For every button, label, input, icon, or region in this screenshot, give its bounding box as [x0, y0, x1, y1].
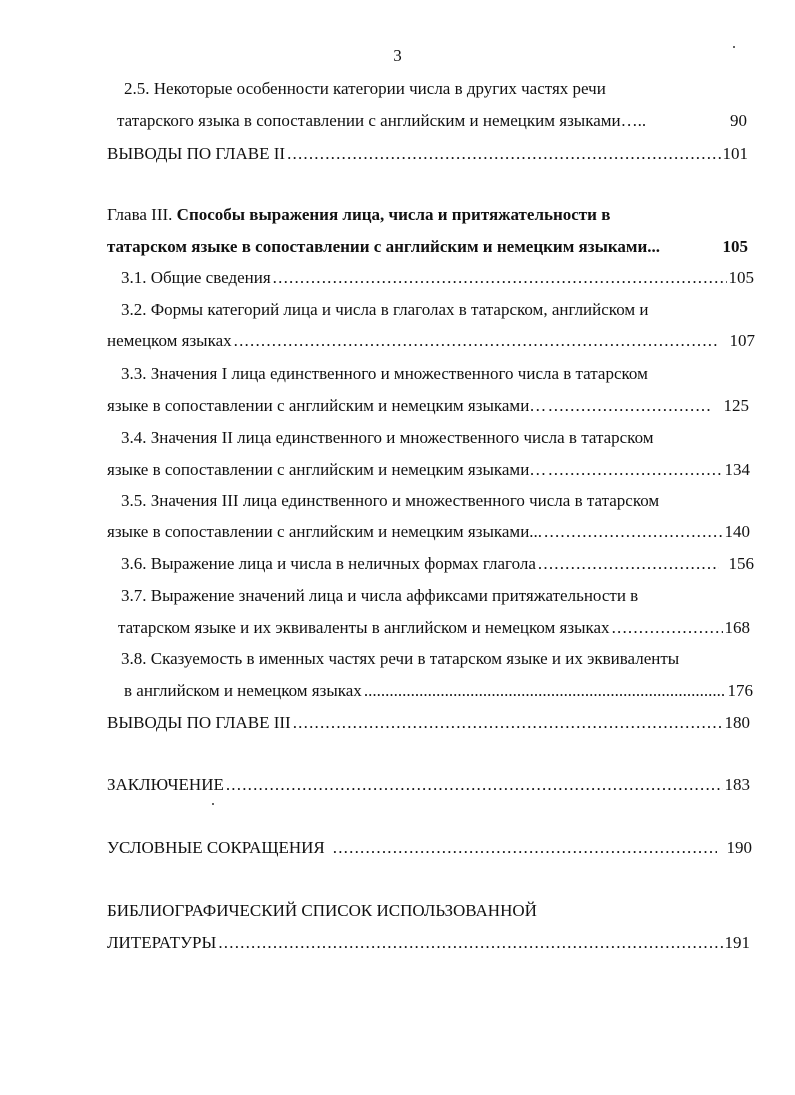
toc-3-1-label: 3.1. Общие сведения — [121, 268, 271, 287]
toc-3-3-page: 125 — [723, 396, 749, 415]
toc-conclusion-label: ЗАКЛЮЧЕНИЕ — [107, 775, 224, 794]
toc-2-5-entry — [117, 110, 747, 132]
leader-dots — [538, 553, 719, 575]
leader-dots — [234, 330, 718, 352]
toc-3-7-line2: татарском языке и их эквиваленты в английском и немецком языках — [118, 618, 610, 637]
toc-3-2-page: 107 — [729, 331, 755, 350]
page-number: 3 — [393, 46, 402, 65]
toc-2-5-page: 90 — [730, 111, 747, 130]
toc-3-1-entry — [121, 267, 754, 289]
toc-abbreviations — [107, 837, 752, 859]
leader-dots — [364, 680, 726, 702]
leader-dots — [226, 774, 723, 796]
leader-dots — [612, 617, 723, 639]
toc-3-2-entry — [107, 330, 755, 352]
toc-3-3-line2: языке в сопоставлении с английским и немецким языками… — [107, 396, 547, 415]
toc-abbreviations-page: 190 — [726, 838, 752, 857]
leader-dots — [218, 932, 722, 954]
scan-speck — [212, 803, 214, 805]
toc-3-8-entry — [124, 680, 753, 702]
toc-3-7-entry — [118, 617, 750, 639]
toc-3-5-line1: 3.5. Значения III лица единственного и множественного числа в татарском — [121, 491, 660, 510]
toc-chapter3-title-line1: Способы выражения лица, числа и притяжательности в — [176, 205, 611, 224]
leader-dots — [287, 143, 720, 165]
leader-dots — [548, 395, 711, 417]
toc-chapter3-page: 105 — [722, 237, 748, 256]
scan-speck — [733, 46, 735, 48]
toc-3-8-page: 176 — [727, 681, 753, 700]
toc-conclusions-ch2 — [107, 143, 748, 165]
toc-bibliography-page: 191 — [724, 933, 750, 952]
toc-3-5-line2: языке в сопоставлении с английским и немецким языками... — [107, 522, 543, 541]
toc-3-6-entry — [121, 553, 754, 575]
toc-bibliography-line1: БИБЛИОГРАФИЧЕСКИЙ СПИСОК ИСПОЛЬЗОВАННОЙ — [107, 901, 537, 920]
toc-3-2-line1: 3.2. Формы категорий лица и числа в глаголах в татарском, английском и — [121, 300, 649, 319]
leader-dots — [544, 521, 722, 543]
toc-conclusions-ch2-label: ВЫВОДЫ ПО ГЛАВЕ II — [107, 144, 286, 163]
toc-conclusion-page: 183 — [724, 775, 750, 794]
toc-bibliography-entry — [107, 932, 750, 954]
toc-3-8-line2: в английском и немецком языках — [124, 681, 362, 700]
toc-2-5-line2: татарского языка в сопоставлении с английским и немецким языками….. — [117, 111, 647, 130]
toc-3-3-entry — [107, 395, 749, 417]
leader-dots — [333, 837, 717, 859]
toc-chapter3-title-line2: татарском языке в сопоставлении с английским и немецким языками... — [107, 237, 660, 256]
leader-dots — [548, 459, 722, 481]
toc-abbreviations-label: УСЛОВНЫЕ СОКРАЩЕНИЯ — [107, 838, 325, 857]
toc-3-7-page: 168 — [724, 618, 750, 637]
toc-3-4-entry — [107, 459, 750, 481]
toc-bibliography-line2: ЛИТЕРАТУРЫ — [107, 933, 217, 952]
toc-3-6-page: 156 — [728, 554, 754, 573]
toc-3-4-line2: языке в сопоставлении с английским и немецким языками… — [107, 460, 547, 479]
toc-3-4-page: 134 — [724, 460, 750, 479]
toc-2-5-line1: 2.5. Некоторые особенности категории числа в других частях речи — [124, 79, 606, 98]
leader-dots — [293, 712, 723, 734]
toc-3-4-line1: 3.4. Значения II лица единственного и множественного числа в татарском — [121, 428, 654, 447]
toc-chapter3-line1 — [107, 204, 610, 226]
toc-3-2-line2: немецком языках — [107, 331, 232, 350]
toc-3-5-entry — [107, 521, 750, 543]
toc-chapter3-entry — [107, 236, 748, 258]
toc-3-5-page: 140 — [724, 522, 750, 541]
toc-chapter3-prefix: Глава III. — [107, 205, 173, 224]
toc-conclusions-ch3-label: ВЫВОДЫ ПО ГЛАВЕ III — [107, 713, 291, 732]
toc-conclusion — [107, 774, 750, 796]
toc-3-7-line1: 3.7. Выражение значений лица и числа аффиксами притяжательности в — [121, 586, 639, 605]
toc-3-6-label: 3.6. Выражение лица и числа в неличных формах глагола — [121, 554, 536, 573]
leader-dots — [273, 267, 727, 289]
toc-conclusions-ch3-page: 180 — [724, 713, 750, 732]
toc-conclusions-ch2-page: 101 — [722, 144, 748, 163]
toc-3-3-line1: 3.3. Значения I лица единственного и множественного числа в татарском — [121, 364, 648, 383]
toc-3-8-line1: 3.8. Сказуемость в именных частях речи в татарском языке и их эквиваленты — [121, 649, 680, 668]
toc-3-1-page: 105 — [728, 268, 754, 287]
toc-conclusions-ch3 — [107, 712, 750, 734]
